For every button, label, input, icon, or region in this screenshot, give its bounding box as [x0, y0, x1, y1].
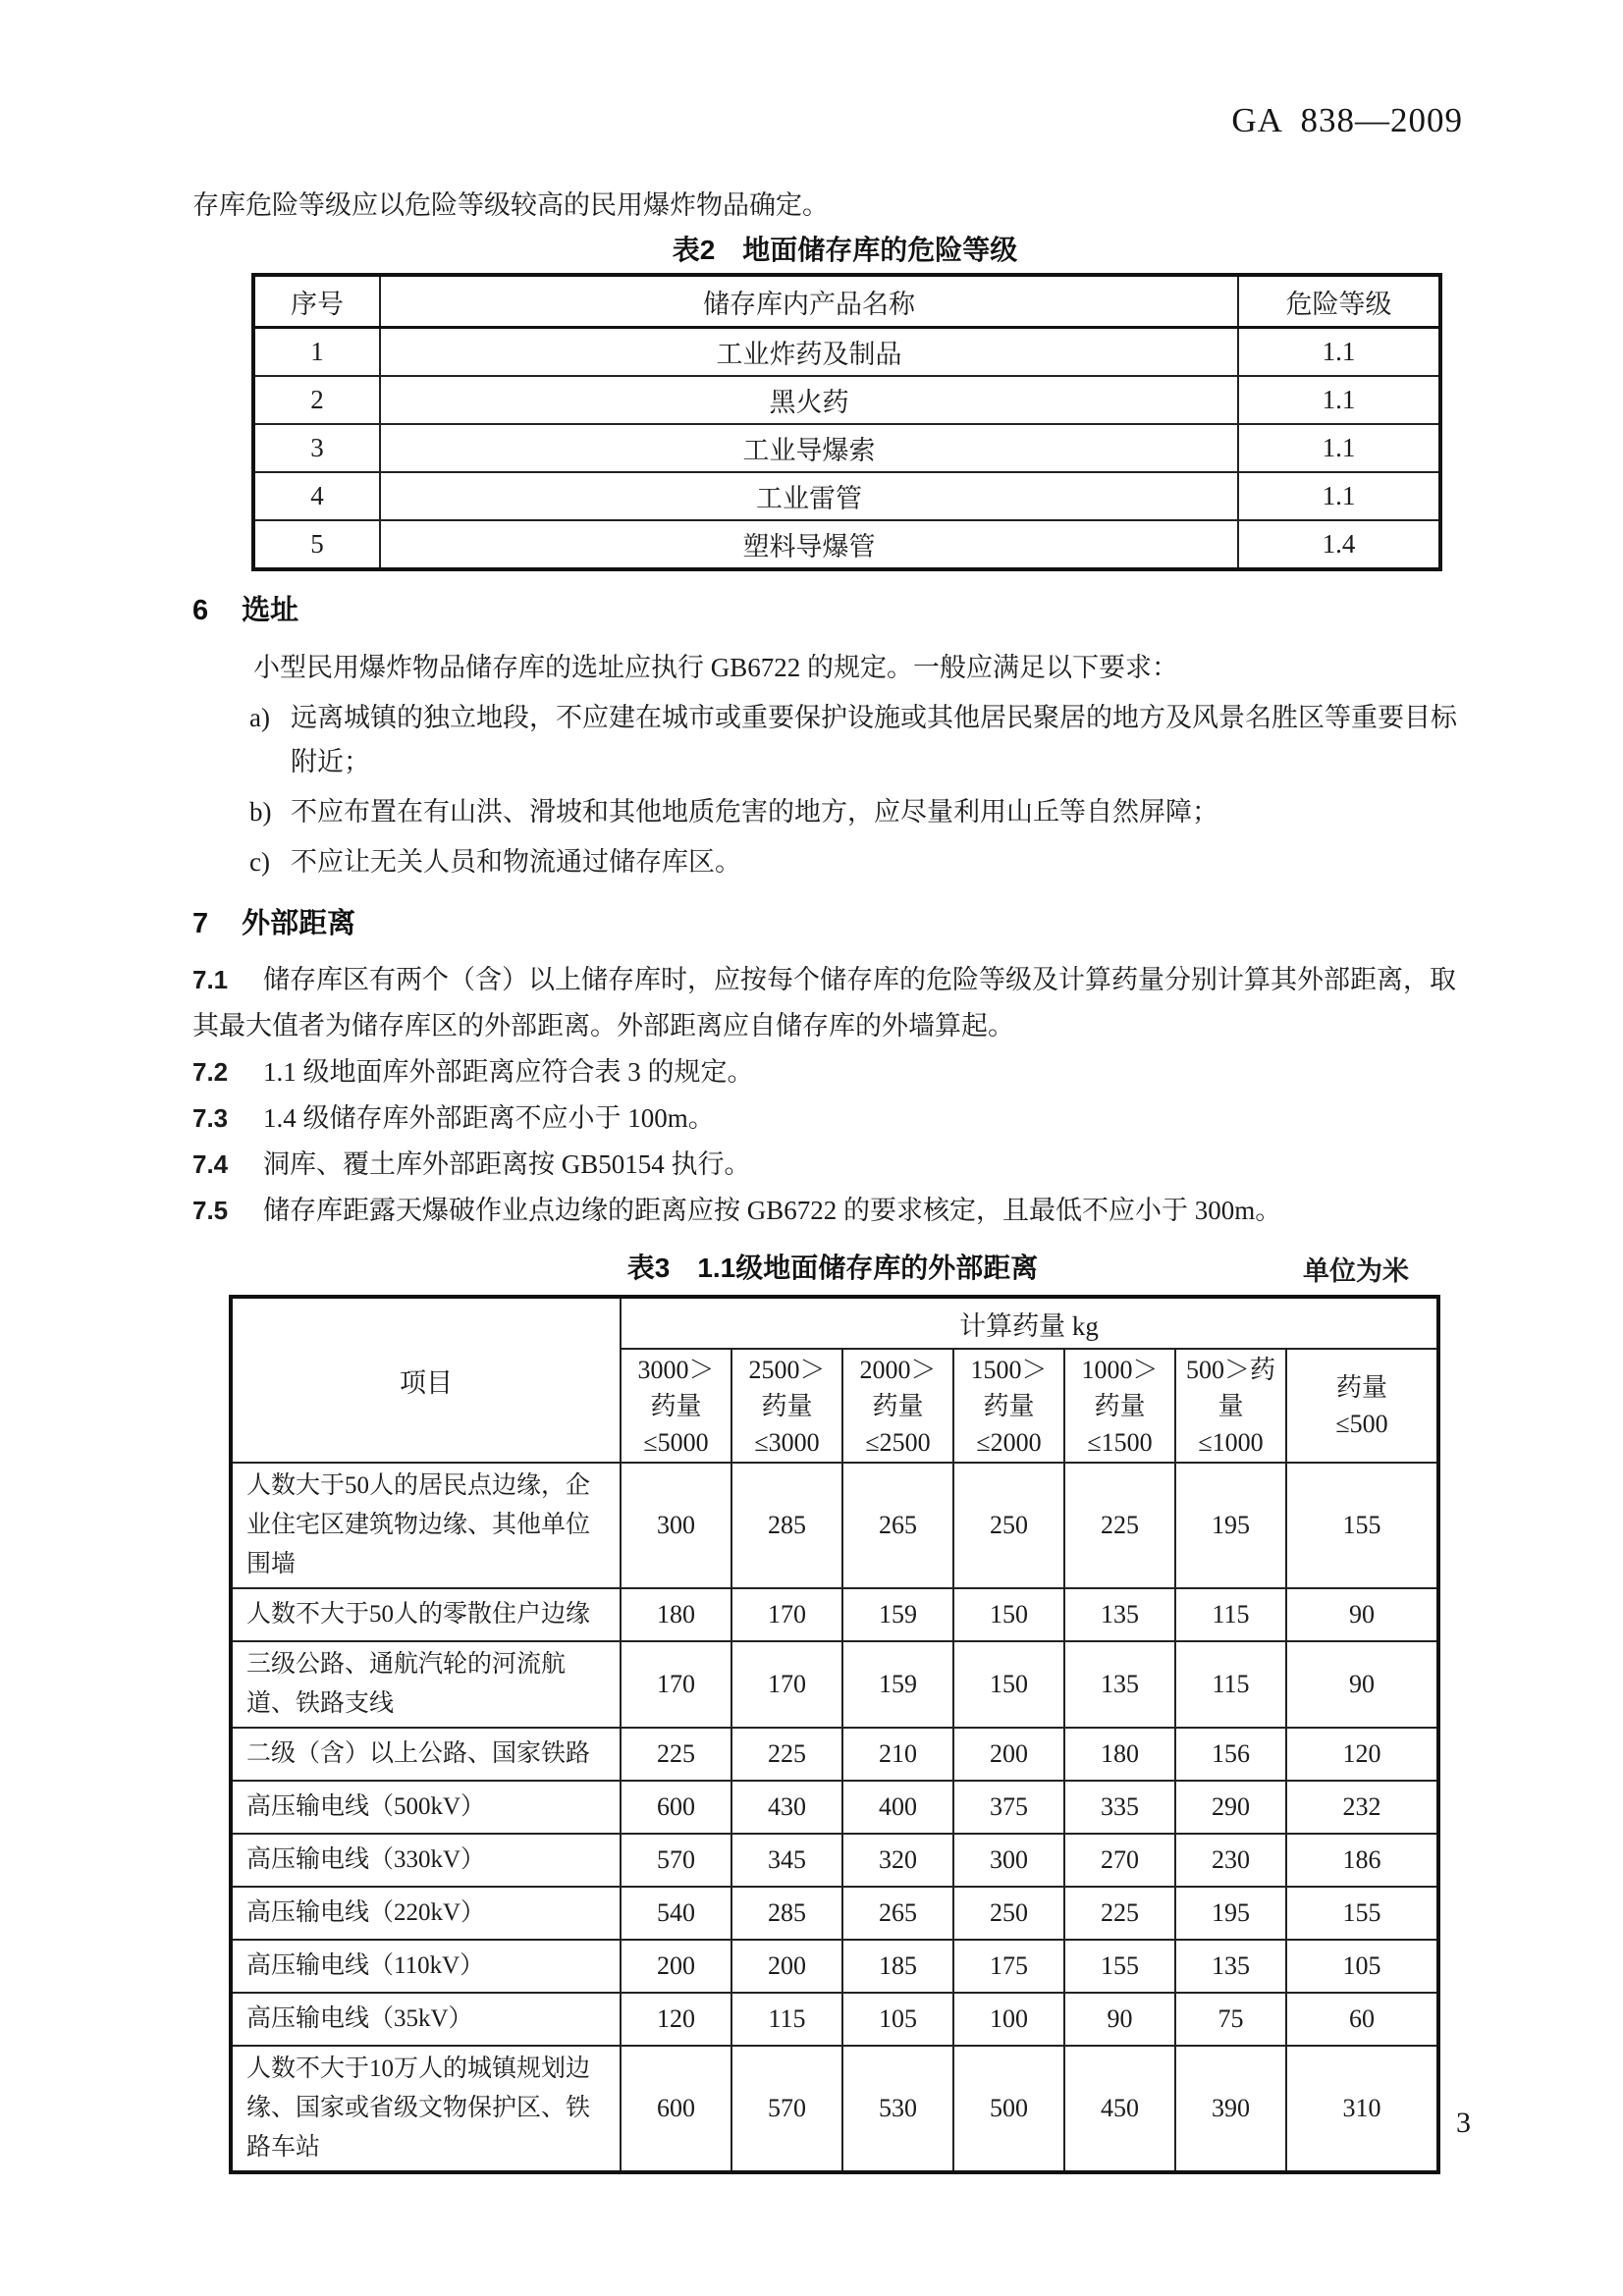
table-cell: 170 [621, 1641, 731, 1728]
clause-number: 7.3 [192, 1103, 229, 1133]
table-row [231, 2046, 1438, 2172]
table-cell: 135 [1064, 1588, 1175, 1641]
table-cell: 175 [953, 1940, 1064, 1993]
table-cell: 250 [953, 1463, 1064, 1588]
table-cell: 210 [842, 1728, 953, 1781]
row-item-cell: 三级公路、通航汽轮的河流航道、铁路支线 [231, 1641, 621, 1728]
table-cell: 159 [842, 1588, 953, 1641]
table-cell: 430 [731, 1781, 842, 1834]
qty-col-4: 1500＞ 药量 ≤2000 [953, 1349, 1064, 1463]
qty-col-7: 药量 ≤500 [1286, 1349, 1438, 1463]
table-cell: 500 [953, 2046, 1064, 2172]
table-cell: 135 [1064, 1641, 1175, 1728]
table-cell: 180 [621, 1588, 731, 1641]
table-cell: 345 [731, 1834, 842, 1887]
qty-col-2: 2500＞ 药量 ≤3000 [731, 1349, 842, 1463]
table-row [253, 376, 1440, 424]
table-cell: 230 [1175, 1834, 1286, 1887]
table-cell: 90 [1286, 1641, 1438, 1728]
section6-number: 6 [192, 595, 209, 626]
qty-col-5: 1000＞ 药量 ≤1500 [1064, 1349, 1175, 1463]
table-cell: 170 [731, 1588, 842, 1641]
table3-group-header-row [231, 1297, 1438, 1349]
table-cell: 530 [842, 2046, 953, 2172]
table-cell: 155 [1064, 1940, 1175, 1993]
table-cell: 232 [1286, 1781, 1438, 1834]
table-cell: 390 [1175, 2046, 1286, 2172]
table-cell: 335 [1064, 1781, 1175, 1834]
section6-intro: 小型民用爆炸物品储存库的选址应执行 GB6722 的规定。一般应满足以下要求： [253, 653, 1179, 682]
table-cell: 200 [621, 1940, 731, 1993]
table-row [231, 1834, 1438, 1887]
table-row [253, 472, 1440, 520]
table-cell: 150 [953, 1641, 1064, 1728]
table-row [231, 1993, 1438, 2046]
table-cell: 195 [1175, 1887, 1286, 1940]
table-cell: 250 [953, 1887, 1064, 1940]
table-cell: 60 [1286, 1993, 1438, 2046]
table-cell: 135 [1175, 1940, 1286, 1993]
list-text-a: 远离城镇的独立地段，不应建在城市或重要保护设施或其他居民聚居的地方及风景名胜区等重要目标附近； [291, 703, 1457, 776]
intro-paragraph: 存库危险等级应以危险等级较高的民用爆炸物品确定。 [192, 190, 829, 220]
table2-col-seq: 序号 [253, 275, 380, 328]
table-cell: 105 [842, 1993, 953, 2046]
row-item-cell: 高压输电线（330kV） [231, 1834, 621, 1887]
table-cell: 1.1 [1238, 472, 1440, 520]
table-cell: 225 [1064, 1887, 1175, 1940]
table-cell: 450 [1064, 2046, 1175, 2172]
list-label-c: c) [249, 847, 270, 877]
table-cell: 90 [1286, 1588, 1438, 1641]
table-cell: 290 [1175, 1781, 1286, 1834]
table3-group-header: 计算药量 kg [621, 1297, 1438, 1349]
row-item-cell: 人数大于50人的居民点边缘，企业住宅区建筑物边缘、其他单位围墙 [231, 1463, 621, 1588]
table2-header-row [253, 275, 1440, 328]
qty-col-1: 3000＞ 药量 ≤5000 [621, 1349, 731, 1463]
table-row [231, 1781, 1438, 1834]
row-item-cell: 高压输电线（35kV） [231, 1993, 621, 2046]
table-cell: 186 [1286, 1834, 1438, 1887]
table-cell: 200 [731, 1940, 842, 1993]
table-cell: 270 [1064, 1834, 1175, 1887]
table-cell: 156 [1175, 1728, 1286, 1781]
table2-col-danger: 危险等级 [1238, 275, 1440, 328]
table-row [231, 1887, 1438, 1940]
table-cell: 工业炸药及制品 [380, 328, 1238, 377]
table-cell: 285 [731, 1463, 842, 1588]
table-row [231, 1641, 1438, 1728]
section7-title: 外部距离 [242, 908, 356, 939]
clause-7-5 [192, 1188, 1481, 1234]
table-cell: 黑火药 [380, 376, 1238, 424]
clause-number: 7.4 [192, 1149, 229, 1179]
qty-col-6: 500＞药 量 ≤1000 [1175, 1349, 1286, 1463]
clause-7-3 [192, 1095, 1481, 1142]
table-cell: 375 [953, 1781, 1064, 1834]
table-cell: 75 [1175, 1993, 1286, 2046]
table-cell: 2 [253, 376, 380, 424]
clause-7-4 [192, 1142, 1481, 1188]
list-item-a [192, 696, 1481, 784]
table-cell: 285 [731, 1887, 842, 1940]
table-row [231, 1463, 1438, 1588]
table-cell: 310 [1286, 2046, 1438, 2172]
row-item-cell: 高压输电线（110kV） [231, 1940, 621, 1993]
table-cell: 100 [953, 1993, 1064, 2046]
table2-caption: 表2 地面储存库的危险等级 [672, 235, 1018, 265]
table-cell: 300 [953, 1834, 1064, 1887]
table-cell: 570 [731, 2046, 842, 2172]
table3-caption: 表3 1.1级地面储存库的外部距离 [626, 1253, 1039, 1283]
row-item-cell: 二级（含）以上公路、国家铁路 [231, 1728, 621, 1781]
qty-col-3: 2000＞ 药量 ≤2500 [842, 1349, 953, 1463]
table-cell: 600 [621, 2046, 731, 2172]
table-cell: 155 [1286, 1887, 1438, 1940]
table-cell: 300 [621, 1463, 731, 1588]
table-row [231, 1588, 1438, 1641]
clause-number: 7.1 [192, 965, 229, 994]
clause-text: 1.4 级储存库外部距离不应小于 100m。 [263, 1103, 715, 1133]
table-cell: 工业雷管 [380, 472, 1238, 520]
table-cell: 1.1 [1238, 424, 1440, 472]
table-cell: 265 [842, 1463, 953, 1588]
table-row [231, 1728, 1438, 1781]
list-text-b: 不应布置在有山洪、滑坡和其他地质危害的地方，应尽量利用山丘等自然屏障； [291, 797, 1218, 827]
table-cell: 225 [621, 1728, 731, 1781]
table-cell: 320 [842, 1834, 953, 1887]
clause-text: 储存库区有两个（含）以上储存库时，应按每个储存库的危险等级及计算药量分别计算其外部距离，取其最大值者为储存库区的外部距离。外部距离应自储存库的外墙算起。 [192, 965, 1456, 1041]
table3-unit-note: 单位为米 [1303, 1256, 1409, 1286]
table-row [253, 520, 1440, 569]
table-cell: 115 [1175, 1588, 1286, 1641]
table-cell: 155 [1286, 1463, 1438, 1588]
row-item-cell: 高压输电线（500kV） [231, 1781, 621, 1834]
section6-heading [192, 591, 1481, 630]
table-cell: 185 [842, 1940, 953, 1993]
table-cell: 225 [731, 1728, 842, 1781]
table-cell: 180 [1064, 1728, 1175, 1781]
table3 [229, 1295, 1440, 2174]
section6-title: 选址 [242, 595, 299, 626]
table-cell: 265 [842, 1887, 953, 1940]
list-item-c [192, 840, 1481, 884]
table2 [251, 273, 1442, 571]
list-label-a: a) [249, 703, 270, 732]
page-content [192, 0, 1481, 2174]
table-cell: 1.4 [1238, 520, 1440, 569]
clause-7-1 [192, 957, 1481, 1049]
row-item-cell: 人数不大于10万人的城镇规划边缘、国家或省级文物保护区、铁路车站 [231, 2046, 621, 2172]
table-cell: 4 [253, 472, 380, 520]
clause-7-2 [192, 1049, 1481, 1095]
table-cell: 3 [253, 424, 380, 472]
table-cell: 塑料导爆管 [380, 520, 1238, 569]
list-text-c: 不应让无关人员和物流通过储存库区。 [291, 847, 741, 877]
table-row [253, 328, 1440, 377]
standard-code: GA 838—2009 [1231, 101, 1463, 139]
table-cell: 120 [621, 1993, 731, 2046]
table-cell: 150 [953, 1588, 1064, 1641]
clause-text: 储存库距露天爆破作业点边缘的距离应按 GB6722 的要求核定，且最低不应小于 300m。 [263, 1196, 1282, 1225]
clause-number: 7.2 [192, 1057, 229, 1087]
row-item-cell: 人数不大于50人的零散住户边缘 [231, 1588, 621, 1641]
table-cell: 195 [1175, 1463, 1286, 1588]
clause-text: 洞库、覆土库外部距离按 GB50154 执行。 [263, 1149, 751, 1179]
table-cell: 540 [621, 1887, 731, 1940]
section7-heading [192, 904, 1481, 943]
table-cell: 570 [621, 1834, 731, 1887]
table-cell: 5 [253, 520, 380, 569]
table-cell: 400 [842, 1781, 953, 1834]
table3-caption-row [229, 1250, 1436, 1287]
clause-text: 1.1 级地面库外部距离应符合表 3 的规定。 [263, 1057, 754, 1087]
page-number: 3 [1456, 2107, 1471, 2139]
table-cell: 170 [731, 1641, 842, 1728]
table2-col-product: 储存库内产品名称 [380, 275, 1238, 328]
table-cell: 200 [953, 1728, 1064, 1781]
clause-number: 7.5 [192, 1196, 229, 1225]
row-item-cell: 高压输电线（220kV） [231, 1887, 621, 1940]
table-cell: 159 [842, 1641, 953, 1728]
table-cell: 115 [731, 1993, 842, 2046]
table-cell: 225 [1064, 1463, 1175, 1588]
table-cell: 600 [621, 1781, 731, 1834]
section7-number: 7 [192, 908, 209, 939]
table-cell: 105 [1286, 1940, 1438, 1993]
table-cell: 1.1 [1238, 328, 1440, 377]
list-item-b [192, 790, 1481, 834]
table-cell: 1 [253, 328, 380, 377]
table-cell: 90 [1064, 1993, 1175, 2046]
table-cell: 工业导爆索 [380, 424, 1238, 472]
table-row [253, 424, 1440, 472]
list-label-b: b) [249, 797, 272, 827]
table-cell: 1.1 [1238, 376, 1440, 424]
table-cell: 120 [1286, 1728, 1438, 1781]
table-cell: 115 [1175, 1641, 1286, 1728]
table-row [231, 1940, 1438, 1993]
table3-item-header: 项目 [231, 1297, 621, 1463]
